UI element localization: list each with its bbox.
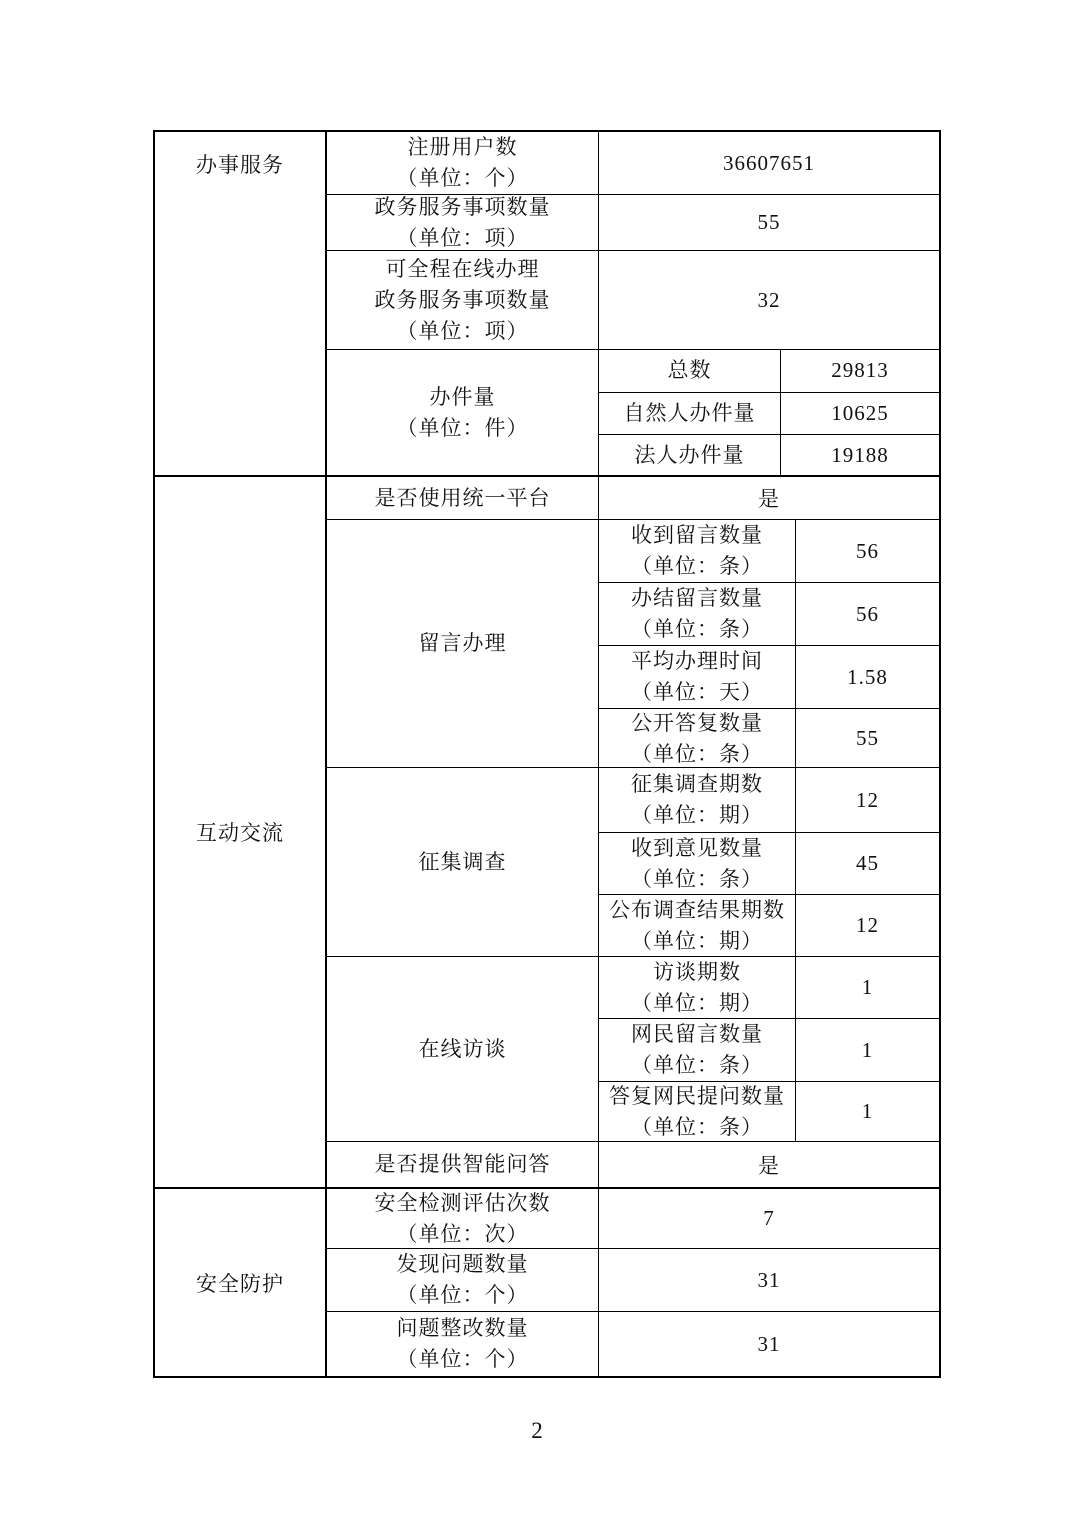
section-group-label: [155, 477, 327, 1187]
section-office-services: [155, 132, 939, 475]
item-label: [327, 132, 599, 194]
item-value: 36607651: [723, 150, 815, 175]
item-label-line: 政务服务事项数量: [374, 287, 551, 312]
subrow-unit-line: （单位：期）: [631, 803, 763, 827]
subrow-unit-line: （单位：期）: [631, 928, 763, 953]
item-unit-line: （单位：次）: [396, 1221, 529, 1246]
subrow-unit-line: （单位：条）: [631, 1053, 763, 1077]
item-label: [327, 520, 599, 767]
item-value: 31: [757, 1331, 781, 1356]
section-group-text: 办事服务: [196, 153, 284, 177]
subrow-value: 1.58: [847, 664, 888, 689]
row-smart-qa: [327, 1141, 939, 1187]
item-label: [327, 251, 599, 349]
item-label: [327, 195, 599, 250]
subrow-label-line: 访谈期数: [653, 959, 741, 984]
item-label: [327, 768, 599, 956]
subrow-natural-person: [599, 392, 939, 435]
row-service-items-count: [327, 194, 939, 250]
item-unit-line: （单位：个）: [396, 1347, 529, 1371]
subrow-label: [599, 709, 796, 768]
subrow-unit-line: （单位：条）: [631, 866, 763, 891]
item-value: 55: [757, 210, 781, 234]
item-unit-line: （单位：个）: [396, 166, 529, 190]
subrow-label-line: 总数: [667, 358, 712, 383]
section-items: [327, 1189, 939, 1376]
subrow-value: 1: [861, 1099, 874, 1123]
item-label-line: 安全检测评估次数: [374, 1190, 551, 1215]
subrow-netizen-messages: [599, 1018, 939, 1081]
subrow-messages-resolved: [599, 582, 939, 645]
subrow-label-line: 平均办理时间: [631, 649, 763, 673]
subrow-label-line: 收到意见数量: [631, 835, 763, 860]
subrow-messages-received: [599, 520, 939, 582]
item-value: 31: [757, 1267, 781, 1292]
subrow-label-line: 公开答复数量: [631, 710, 763, 735]
subrow-value: 56: [856, 601, 879, 626]
subrow-label: [599, 833, 796, 894]
subrow-survey-issues: [599, 768, 939, 832]
row-cases-handled: [327, 349, 939, 475]
subrow-group: [599, 768, 939, 956]
section-items: [327, 132, 939, 475]
subrow-label: [599, 768, 796, 832]
item-unit-line: （单位：项）: [396, 225, 529, 250]
subrow-label: [599, 520, 796, 582]
subrow-unit-line: （单位：条）: [631, 1114, 763, 1139]
item-label-line: 可全程在线办理: [385, 256, 540, 281]
item-value: 7: [763, 1206, 775, 1230]
subrow-unit-line: （单位：条）: [631, 617, 763, 641]
section-group-text: 互动交流: [196, 821, 284, 845]
item-label-line: 是否提供智能问答: [374, 1152, 551, 1176]
subrow-unit-line: （单位：条）: [631, 554, 763, 578]
item-label-line: 注册用户数: [407, 135, 518, 159]
subrow-average-handling-time: [599, 645, 939, 708]
row-security-assessments: [327, 1189, 939, 1248]
item-label-line: 在线访谈: [418, 1036, 507, 1061]
row-problems-found: [327, 1248, 939, 1311]
row-online-interviews: [327, 956, 939, 1141]
subrow-survey-results-published: [599, 894, 939, 956]
subrow-value: 10625: [831, 400, 889, 425]
subrow-total: [599, 350, 939, 392]
item-value: 32: [757, 287, 781, 312]
subrow-value: 12: [856, 913, 879, 937]
row-problems-rectified: [327, 1311, 939, 1376]
subrow-group: [599, 520, 939, 767]
item-label: [327, 1142, 599, 1187]
row-full-online-service-items: [327, 250, 939, 349]
subrow-label-line: 法人办件量: [634, 442, 745, 467]
item-label: [327, 1312, 599, 1376]
subrow-label: [599, 435, 781, 475]
subrow-label: [599, 393, 781, 435]
item-value: 是: [758, 487, 780, 511]
subrow-public-replies: [599, 708, 939, 768]
row-registered-users: [327, 132, 939, 194]
subrow-label-line: 收到留言数量: [631, 523, 763, 547]
row-surveys: [327, 767, 939, 956]
subrow-label: [599, 895, 796, 956]
section-group-label: [155, 132, 327, 475]
subrow-value: 55: [856, 726, 879, 750]
subrow-value: 12: [856, 787, 879, 812]
row-unified-platform: [327, 477, 939, 519]
subrow-group: [599, 957, 939, 1141]
page-number: 2: [531, 1418, 543, 1443]
subrow-interview-sessions: [599, 957, 939, 1018]
subrow-unit-line: （单位：期）: [631, 990, 763, 1015]
subrow-group: [599, 350, 939, 475]
item-label: [327, 1249, 599, 1311]
item-label-line: 问题整改数量: [396, 1316, 529, 1340]
row-message-handling: [327, 519, 939, 767]
section-group-text: 安全防护: [196, 1271, 284, 1296]
item-label-line: 办件量: [429, 384, 496, 409]
subrow-questions-answered: [599, 1081, 939, 1141]
item-label-line: 政务服务事项数量: [374, 194, 551, 219]
subrow-label: [599, 1082, 796, 1141]
item-label: [327, 350, 599, 475]
subrow-label-line: 网民留言数量: [631, 1022, 763, 1046]
item-label-line: 发现问题数量: [396, 1252, 529, 1276]
section-items: [327, 477, 939, 1187]
item-label-line: 征集调查: [418, 849, 507, 874]
item-label: [327, 957, 599, 1141]
subrow-value: 1: [861, 975, 874, 999]
item-unit-line: （单位：个）: [396, 1283, 529, 1307]
subrow-value: 19188: [831, 442, 889, 467]
subrow-label-line: 答复网民提问数量: [609, 1083, 785, 1108]
item-label-line: 留言办理: [418, 631, 507, 655]
subrow-unit-line: （单位：条）: [631, 741, 763, 766]
item-label: [327, 1189, 599, 1248]
item-label-line: 是否使用统一平台: [374, 485, 551, 510]
subrow-value: 45: [856, 851, 879, 875]
subrow-label-line: 办结留言数量: [631, 586, 763, 610]
section-group-label: [155, 1189, 327, 1376]
item-unit-line: （单位：件）: [396, 415, 529, 440]
subrow-legal-person: [599, 434, 939, 475]
section-security: [155, 1187, 939, 1376]
item-unit-line: （单位：项）: [396, 318, 529, 343]
subrow-label-line: 自然人办件量: [623, 400, 756, 425]
subrow-label: [599, 350, 781, 392]
subrow-label-line: 征集调查期数: [631, 772, 763, 796]
subrow-label: [599, 1019, 796, 1081]
subrow-value: 1: [861, 1037, 874, 1062]
subrow-label: [599, 646, 796, 708]
subrow-value: 29813: [831, 358, 889, 383]
subrow-label-line: 公布调查结果期数: [609, 897, 785, 922]
subrow-value: 56: [856, 538, 879, 563]
subrow-unit-line: （单位：天）: [631, 680, 763, 704]
subrow-label: [599, 583, 796, 645]
subrow-opinions-received: [599, 832, 939, 894]
item-value: 是: [758, 1153, 780, 1178]
section-interaction: [155, 475, 939, 1187]
subrow-label: [599, 957, 796, 1018]
report-data-table: [153, 130, 941, 1378]
item-label: [327, 477, 599, 519]
